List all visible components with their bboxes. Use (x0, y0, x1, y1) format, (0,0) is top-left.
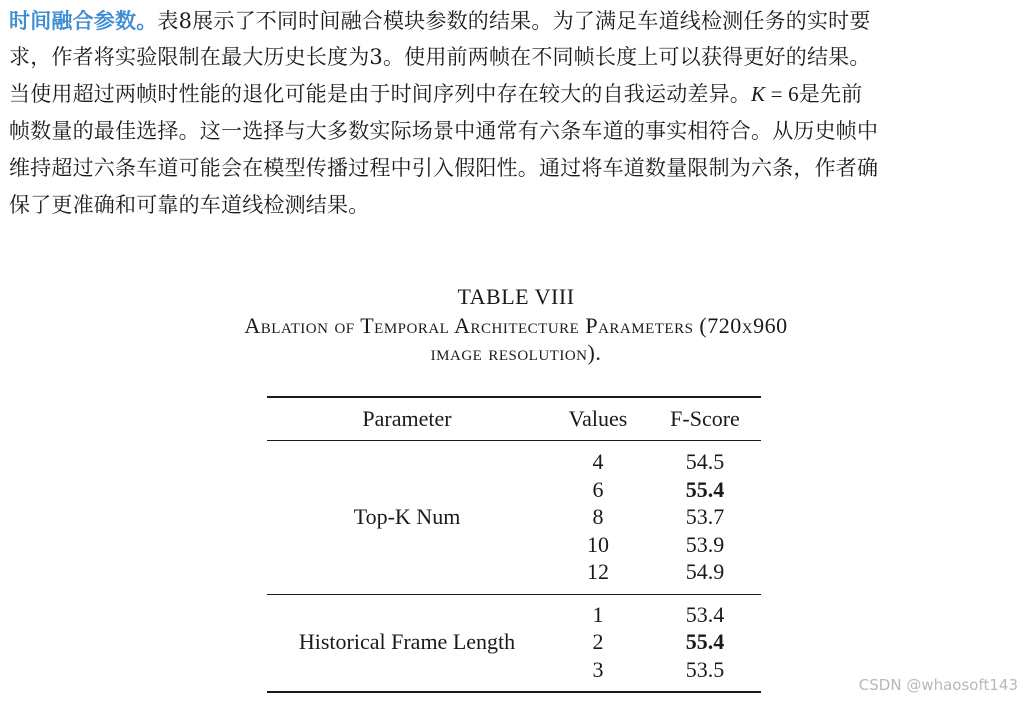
paragraph-line-3: 当使用超过两帧时性能的退化可能是由于时间序列中存在较大的自我运动差异。K = 6是先前 (9, 82, 863, 106)
paragraph-line-4: 帧数量的最佳选择。这一选择与大多数实际场景中通常有六条车道的事实相符合。从历史帧中 (9, 119, 879, 143)
table-caption-line-2: image resolution). (430, 340, 602, 365)
table-cell-fscore-best: 55.4 (685, 629, 725, 654)
watermark: CSDN @whaosoft143 (858, 676, 1018, 694)
table-group-parameter: Historical Frame Length (298, 629, 516, 654)
table-cell-fscore: 54.5 (685, 449, 725, 474)
table-header-values: Values (568, 406, 628, 431)
table-cell-fscore: 53.5 (685, 657, 725, 682)
paragraph-line-6: 保了更准确和可靠的车道线检测结果。 (9, 193, 370, 217)
table-group-parameter: Top-K Num (353, 504, 461, 529)
table-bottom-rule (267, 691, 761, 693)
table-top-rule (267, 396, 761, 398)
table-cell-value: 12 (587, 559, 609, 584)
table-cell-fscore-best: 55.4 (685, 477, 725, 502)
table-cell-value: 4 (592, 449, 604, 474)
paragraph-line-1: 时间融合参数。表8展示了不同时间融合模块参数的结果。为了满足车道线检测任务的实时要 (9, 8, 871, 33)
table-cell-value: 6 (592, 477, 604, 502)
table-group-separator (267, 594, 761, 595)
table-cell-fscore: 53.4 (685, 602, 725, 627)
table-header-rule (267, 440, 761, 441)
table-cell-fscore: 53.7 (685, 504, 725, 529)
table-cell-fscore: 54.9 (685, 559, 725, 584)
table-caption-line-1: Ablation of Temporal Architecture Parameters (720x960 (244, 313, 788, 338)
table-cell-value: 8 (592, 504, 604, 529)
table-cell-value: 2 (592, 629, 604, 654)
math-variable-k: K (751, 82, 766, 106)
table-header-parameter: Parameter (362, 406, 452, 431)
table-header-fscore: F-Score (670, 406, 740, 431)
math-equals-six: = 6 (765, 82, 799, 106)
table-cell-fscore: 53.9 (685, 532, 725, 557)
section-heading: 时间融合参数。 (9, 8, 158, 33)
paragraph-line-5: 维持超过六条车道可能会在模型传播过程中引入假阳性。通过将车道数量限制为六条，作者确 (9, 156, 879, 180)
table-number: TABLE VIII (457, 284, 575, 309)
table-cell-value: 10 (587, 532, 609, 557)
table-cell-value: 3 (592, 657, 604, 682)
table-cell-value: 1 (592, 602, 604, 627)
body-paragraph (9, 2, 1027, 224)
paragraph-line-2: 求，作者将实验限制在最大历史长度为3。使用前两帧在不同帧长度上可以获得更好的结果。 (9, 45, 871, 69)
